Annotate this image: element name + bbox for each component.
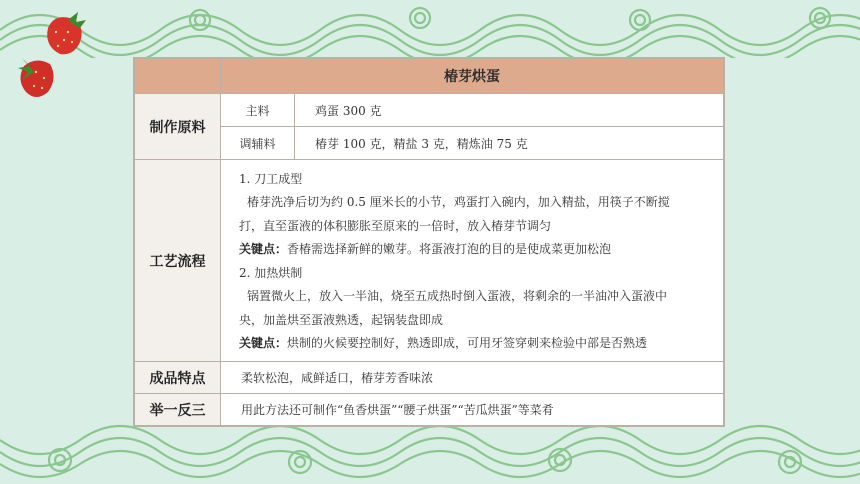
main-ingredient-value: 鸡蛋 300 克 xyxy=(295,94,724,127)
recipe-title: 椿芽烘蛋 xyxy=(221,59,724,94)
step1-text-line1: 椿芽洗净后切为约 0.5 厘米长的小节，鸡蛋打入碗内，加入精盐，用筷子不断搅 xyxy=(247,195,670,209)
table-row xyxy=(135,94,724,127)
header-blank-cell xyxy=(135,59,221,94)
step2-text-line1: 锅置微火上，放入一半油，烧至五成热时倒入蛋液，将剩余的一半油冲入蛋液中 xyxy=(247,289,668,303)
ingredients-category: 制作原料 xyxy=(135,94,221,160)
key-point-2: 烘制的火候要控制好，熟透即成，可用牙签穿刺来检验中部是否熟透 xyxy=(287,336,648,350)
features-value: 柔软松泡，咸鲜适口，椿芽芳香味浓 xyxy=(221,362,724,394)
recipe-table xyxy=(133,57,725,427)
key-point-1: 香椿需选择新鲜的嫩芽。将蛋液打泡的目的是使成菜更加松泡 xyxy=(287,242,612,256)
step1-text-line2: 打，直至蛋液的体积膨胀至原来的一倍时，放入椿芽节调匀 xyxy=(239,218,552,233)
extension-category: 举一反三 xyxy=(135,394,221,426)
process-content xyxy=(221,160,724,362)
table-row xyxy=(135,127,724,160)
step2-title: 2. 加热烘制 xyxy=(239,265,303,280)
step1-title: 1. 刀工成型 xyxy=(239,171,303,186)
table-row xyxy=(135,394,724,426)
top-cloud-pattern xyxy=(0,0,860,58)
bottom-cloud-pattern xyxy=(0,420,860,484)
extension-value: 用此方法还可制作“鱼香烘蛋”“腰子烘蛋”“苦瓜烘蛋”等菜肴 xyxy=(221,394,724,426)
table-row xyxy=(135,362,724,394)
seasoning-label: 调辅料 xyxy=(221,127,295,160)
step2-text-line2: 央，加盖烘至蛋液熟透，起锅装盘即成 xyxy=(239,312,444,327)
seasoning-value: 椿芽 100 克，精盐 3 克，精炼油 75 克 xyxy=(295,127,724,160)
process-category: 工艺流程 xyxy=(135,160,221,362)
key-point-label: 关键点： xyxy=(239,336,288,350)
strawberry-icon xyxy=(14,52,62,102)
table-row xyxy=(135,160,724,362)
features-category: 成品特点 xyxy=(135,362,221,394)
main-ingredient-label: 主料 xyxy=(221,94,295,127)
key-point-label: 关键点： xyxy=(239,242,288,256)
table-header-row xyxy=(135,59,724,94)
